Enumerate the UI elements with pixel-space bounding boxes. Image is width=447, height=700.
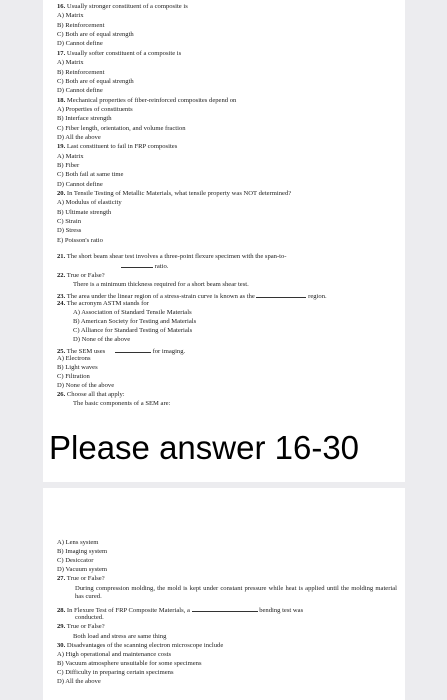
option: A) Electrons	[57, 355, 91, 362]
option: C) Difficulty in preparing certain specimens	[57, 669, 174, 676]
question-27: 27. True or False?	[57, 575, 105, 582]
option: B) Reinforcement	[57, 21, 105, 29]
option: C) Alliance for Standard Testing of Materials	[73, 327, 193, 334]
question-27-statement: During compression molding, the mold is kept under constant pressure while heat is applied until the molding material has cured.	[75, 585, 397, 601]
option: B) Ultimate strength	[57, 208, 112, 216]
question-21-continuation: ratio.	[121, 261, 397, 271]
option: C) Both are of equal strength	[57, 77, 134, 85]
option: C) Both are of equal strength	[57, 31, 134, 38]
question-26-prompt: The basic components of a SEM are:	[73, 400, 171, 407]
question-28-continuation: conducted.	[75, 614, 104, 621]
option: D) Stress	[57, 227, 82, 235]
option: A) Matrix	[57, 12, 84, 20]
answer-blank[interactable]	[192, 605, 258, 612]
option: A) High operational and maintenance costs	[57, 651, 172, 658]
question-24: 24. The acronym ASTM stands for	[57, 300, 149, 307]
question-text: Usually stronger constituent of a composite is	[65, 3, 188, 10]
option: A) Properties of constituents	[57, 105, 133, 113]
question-22-statement: There is a minimum thickness required for a short beam shear test.	[73, 281, 249, 288]
question-30: 30. Disadvantages of the scanning electron microscope include	[57, 642, 224, 649]
option: B) Light waves	[57, 364, 98, 371]
option: C) Strain	[57, 218, 81, 225]
option: D) None of the above	[57, 382, 115, 389]
option: C) Filtration	[57, 373, 90, 380]
question-number: 18.	[57, 96, 66, 104]
question-26: 26. Choose all that apply:	[57, 391, 125, 398]
option: C) Both fail at same time	[57, 171, 124, 179]
question-text: Last constituent to fail in FRP composites	[65, 143, 178, 151]
option: D) Cannot define	[57, 180, 103, 188]
option: B) Interface strength	[57, 115, 112, 123]
answer-blank[interactable]	[121, 261, 153, 268]
document-page-bottom	[43, 488, 405, 700]
option: D) All the above	[57, 133, 101, 141]
question-line	[57, 97, 397, 105]
option: B) Imaging system	[57, 548, 108, 555]
option: C) Desiccator	[57, 557, 94, 564]
question-25: 25. The SEM uses for imaging.	[57, 348, 186, 355]
document-page-top	[43, 0, 405, 482]
option: A) Matrix	[57, 152, 84, 160]
option: B) Fiber	[57, 161, 80, 169]
answer-blank[interactable]	[115, 346, 151, 353]
question-text: Mechanical properties of fiber-reinforced composites depend on	[65, 96, 237, 104]
question-line	[57, 50, 397, 58]
question-number: 16.	[57, 3, 66, 10]
option: D) Cannot define	[57, 40, 103, 48]
question-number: 21.	[57, 253, 66, 260]
option: D) Vacuum system	[57, 566, 108, 573]
option: B) Vacuum atmosphere unsuitable for some specimens	[57, 660, 202, 667]
question-28: 28. In Flexure Test of FRP Composite Materials, a bending test was	[57, 607, 304, 614]
question-22: 22. True or False?	[57, 272, 105, 279]
option: D) None of the above	[73, 336, 131, 343]
question-line	[57, 190, 397, 198]
answer-blank[interactable]	[256, 291, 306, 298]
option: A) Modulus of elasticity	[57, 199, 122, 207]
question-text: Usually softer constituent of a composite is	[65, 49, 182, 57]
question-line	[57, 143, 397, 151]
option: D) All the above	[57, 678, 101, 685]
please-answer-banner: Please answer 16-30	[49, 429, 360, 466]
option: A) Lens system	[57, 539, 99, 546]
question-number: 17.	[57, 49, 66, 57]
option: E) Poisson's ratio	[57, 236, 103, 244]
question-line	[57, 3, 397, 11]
option: C) Fiber length, orientation, and volume fraction	[57, 124, 186, 132]
question-29-statement: Both load and stress are same thing	[73, 633, 167, 640]
question-23: 23. The area under the linear region of a stress-strain curve is known as the region.	[57, 293, 327, 300]
option: D) Cannot define	[57, 87, 103, 95]
question-number: 20.	[57, 190, 66, 197]
question-29: 29. True or False?	[57, 623, 105, 630]
option: B) Reinforcement	[57, 68, 105, 76]
question-text: The short beam shear test involves a three-point flexure specimen with the span-to-	[66, 253, 287, 260]
option: A) Association of Standard Tensile Materials	[73, 309, 192, 316]
question-number: 19.	[57, 143, 66, 151]
option: B) American Society for Testing and Materials	[73, 318, 197, 325]
option: A) Matrix	[57, 59, 84, 67]
question-text: In Tensile Testing of Metallic Materials, what tensile property was NOT determined?	[65, 190, 292, 197]
